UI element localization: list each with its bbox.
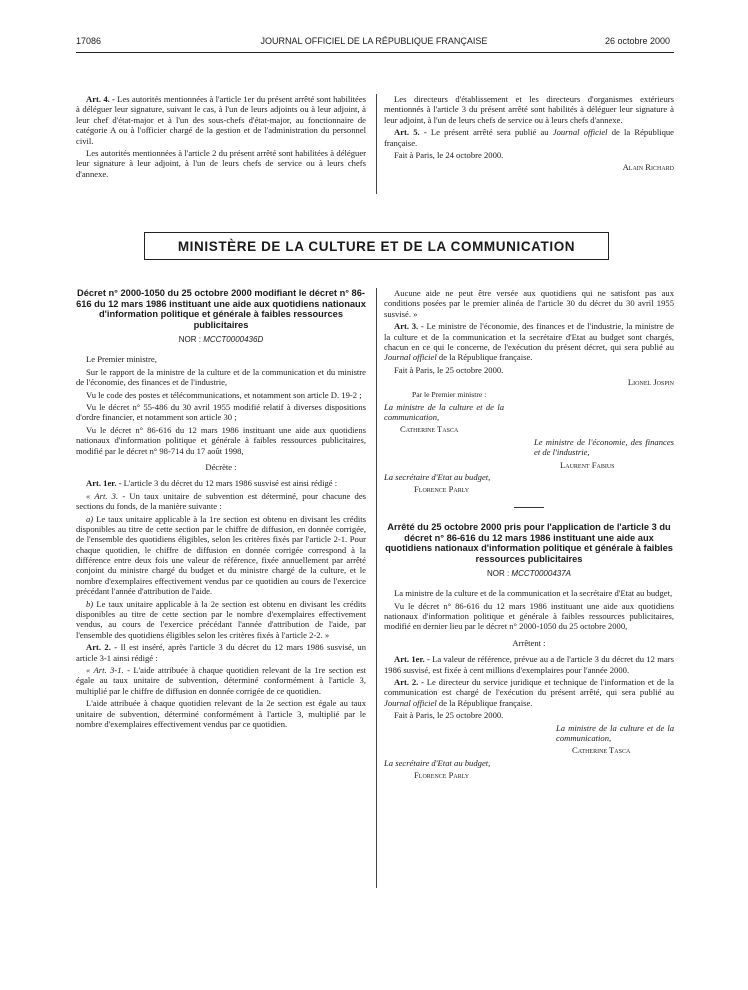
article-3: Art. 3. - Le ministre de l'économie, des finances et de l'industrie, la ministre de la culture et de la communication et la secrétaire d'Etat au budget sont chargés, chacun en ce qui le concerne, de l'exécution du présent décret, qui sera publié au Journal officiel de la République française. xyxy=(384,321,674,363)
decrete-heading: Décrète : xyxy=(205,461,237,472)
signature-culture: La ministre de la culture et de la communication, Catherine Tasca xyxy=(556,722,674,756)
arrete-title: Arrêté du 25 octobre 2000 pris pour l'application de l'article 3 du décret n° 86-616 du 12 mars 1986 instituant une aide aux quotidiens nationaux d'information politique et générale à faibles ressources publicitaires xyxy=(385,521,673,564)
signature-budget: La secrétaire d'Etat au budget, Florence Parly xyxy=(384,472,491,495)
point-b: b) Le taux unitaire applicable à la 2e section est obtenu en divisant les crédits disponibles au titre de cette section par le nombre d'exemplaires effectivement vendus, au cours de l'exercice précédant l'année d'attribution de l'aide, par l'ensemble des quotidiens éligibles selon les critères fixés à l'article 2-2. » xyxy=(76,598,366,640)
column-divider xyxy=(376,288,377,888)
signature-budget: La secrétaire d'Etat au budget, Florence Parly xyxy=(384,757,491,781)
arrete-nor: NOR : MCCT0000437A xyxy=(486,568,572,578)
page-header xyxy=(0,36,748,56)
paragraph: Sur le rapport de la ministre de la culture et de la communication et du ministre de l'économie, des finances et de l'industrie, xyxy=(76,366,366,388)
paragraph: Le Premier ministre, xyxy=(86,354,157,365)
article-1: Art. 1er. - L'article 3 du décret du 12 mars 1986 susvisé est ainsi rédigé : xyxy=(86,478,338,489)
header-rule xyxy=(76,52,674,53)
page-number: 17086 xyxy=(76,36,102,46)
article-5: Art. 5. - Le présent arrêté sera publié au Journal officiel de la République française. xyxy=(384,127,674,148)
article-3-text: « Art. 3. - Un taux unitaire de subvention est déterminé, pour chacune des sections du fonds, de la manière suivante : xyxy=(76,490,366,512)
top-right-column xyxy=(384,94,674,175)
decree-nor: NOR : MCCT0000436D xyxy=(178,334,264,344)
article-4: Art. 4. - Les autorités mentionnées à l'article 1er du présent arrêté sont habilitées à déléguer leur signature, suivant le cas, à l'un de leurs adjoints ou à leur adjoint, à leur chef d'état-major et à l'un des sous-chefs d'état-major, au fonctionnaire de catégorie A ou à l'officier chargé de la gestion et de l'administration du personnel civil. xyxy=(76,94,367,146)
right-column xyxy=(384,288,674,783)
arrete-article-2: Art. 2. - Le directeur du service juridique et technique de l'information et de la communication est chargé de l'exécution du présent arrêté, qui sera publié au Journal officiel de la République française. xyxy=(384,676,675,708)
ministry-banner xyxy=(144,232,609,260)
column-divider xyxy=(376,94,377,194)
paragraph: Vu le décret n° 86-616 du 12 mars 1986 instituant une aide aux quotidiens nationaux d'information politique et générale à faibles ressources publicitaires, modifié par le décret n° 98-714 du 17 août 1998, xyxy=(76,424,366,456)
article-3-1: « Art. 3-1. - L'aide attribuée à chaque quotidien relevant de la 1re section est égale au taux unitaire de subvention, déterminé conformément à l'article 3, multiplié par le chiffre de diffusion en donnée corrigée de ce quotidien. xyxy=(76,664,367,696)
paragraph: Vu le décret n° 55-486 du 30 avril 1955 modifié relatif à diverses dispositions d'ordre financier, et notamment son article 30 ; xyxy=(76,401,366,423)
ministry-title: MINISTÈRE DE LA CULTURE ET DE LA COMMUNICATION xyxy=(177,238,576,254)
paragraph: Vu le décret n° 86-616 du 12 mars 1986 instituant une aide aux quotidiens nationaux d'information politique et générale à faibles ressources publicitaires, modifié en dernier lieu par le décret n° 2000-1050 du 25 octobre 2000, xyxy=(384,600,674,632)
signature: Alain Richard xyxy=(622,162,674,173)
paragraph: Les directeurs d'établissement et les directeurs d'organismes extérieurs mentionnés à l'article 3 du présent arrêté sont habilités à déléguer leur signature à leur adjoint, à l'un de leurs chefs de service ou à leurs chefs d'annexe. xyxy=(384,94,674,125)
paragraph: L'aide attribuée à chaque quotidien relevant de la 2e section est égale au taux unitaire de subvention, déterminé conformément à l'article 3, multiplié par le nombre d'exemplaires effectivement vendus par ce quotidien. xyxy=(76,698,366,729)
done-at: Fait à Paris, le 25 octobre 2000. xyxy=(394,710,504,721)
signature-pm: Lionel Jospin xyxy=(627,377,674,388)
point-a: a) Le taux unitaire applicable à la 1re section est obtenu en divisant les crédits disponibles au titre de cette section par le chiffre de diffusion, en donnée corrigée, de l'ensemble des quotidiens éligibles, selon les critères fixés par l'article 2-1. Pour chaque quotidien, le chiffre de diffusion en donnée corrigée correspond à la différence entre deux fois une valeur de référence, fixée annuellement par arrêté conjoint du ministre chargé du budget et du ministre chargé de la culture, et le nombre d'exemplaires effectivement vendus par ce quotidien au cours de l'exercice précédant l'année d'attribution de l'aide. xyxy=(76,513,366,597)
done-at: Fait à Paris, le 25 octobre 2000. xyxy=(394,364,504,375)
signature-culture: La ministre de la culture et de la communication, Catherine Tasca xyxy=(384,401,504,435)
paragraph: Vu le code des postes et télécommunications, et notamment son article D. 19-2 ; xyxy=(86,389,362,400)
paragraph: La ministre de la culture et de la communication et la secrétaire d'Etat au budget, xyxy=(394,588,673,599)
journal-title: JOURNAL OFFICIEL DE LA RÉPUBLIQUE FRANÇAISE xyxy=(260,36,488,46)
paragraph: Les autorités mentionnées à l'article 2 du présent arrêté sont habilitées à déléguer leur signature à leur adjoint, à l'un de leurs chefs de service ou à leurs chefs d'annexe. xyxy=(76,147,366,179)
arretent-heading: Arrêtent : xyxy=(512,637,546,648)
par-premier-ministre: Par le Premier ministre : xyxy=(412,389,487,399)
decree-column xyxy=(76,288,366,731)
arrete-article-1: Art. 1er. - La valeur de référence, prévue au a de l'article 3 du décret du 12 mars 1986 susvisé, est fixée à cent millions d'exemplaires pour l'année 2000. xyxy=(384,654,674,675)
top-left-column xyxy=(76,94,366,181)
separator xyxy=(514,507,544,508)
done-at: Fait à Paris, le 24 octobre 2000. xyxy=(394,149,504,160)
decree-title: Décret n° 2000-1050 du 25 octobre 2000 modifiant le décret n° 86-616 du 12 mars 1986 instituant une aide aux quotidiens nationaux d'information politique et générale à faibles ressources publicitaires xyxy=(76,288,366,331)
signature-economie: Le ministre de l'économie, des finances et de l'industrie, Laurent Fabius xyxy=(534,436,674,470)
issue-date: 26 octobre 2000 xyxy=(604,36,670,46)
article-2: Art. 2. - Il est inséré, après l'article 3 du décret du 12 mars 1986 susvisé, un article 3-1 ainsi rédigé : xyxy=(76,642,366,663)
paragraph: Aucune aide ne peut être versée aux quotidiens qui ne satisfont pas aux conditions posées par le premier alinéa de l'article 30 du décret du 30 avril 1955 susvisé. » xyxy=(384,288,674,319)
